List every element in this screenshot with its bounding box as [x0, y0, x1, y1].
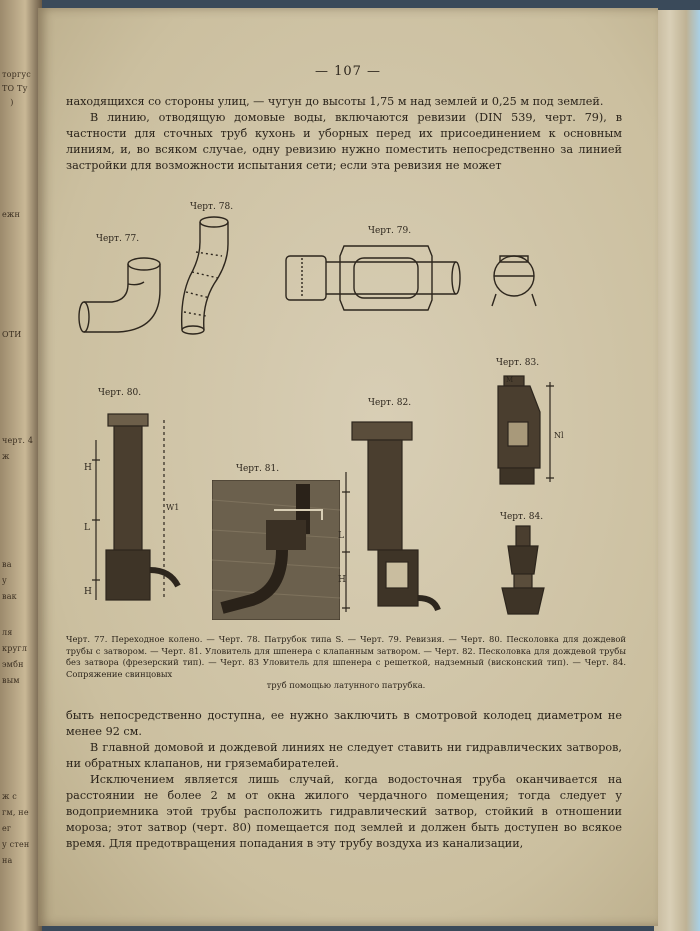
facing-page-fragment: вак — [2, 592, 17, 601]
facing-page-fragment: ег — [2, 824, 12, 833]
text-block-top — [66, 94, 622, 174]
figure-79-section — [486, 246, 546, 310]
caption-line: труб помощью латунного патрубка. — [266, 680, 426, 690]
figure-label: Черт. 80. — [98, 388, 142, 398]
dimension-mark: L — [338, 531, 344, 541]
facing-page-fragment: ТО Ту — [2, 84, 28, 93]
figure-77-elbow — [78, 244, 168, 344]
figure-label: Черт. 82. — [368, 398, 412, 408]
book-page — [38, 8, 658, 926]
facing-page-fragment: гм, не — [2, 808, 29, 817]
figure-78-s-pipe — [174, 212, 244, 342]
figure-84-lead-joint — [494, 524, 554, 624]
facing-page-fragment: эмбн — [2, 660, 24, 669]
paragraph: быть непосредственно доступна, ее нужно заключить в смотровой колодец диаметром не менее 92 см. — [66, 709, 622, 738]
paragraph: В линию, отводящую домовые воды, включаются ревизии (DIN 539, черт. 79), в частности для сточных труб кухонь и уборных перед их присоединением к основным линиям, и, во всяком случае, одну ревизию нужно поместить непосредственно за линией застройки для возможности испытания сети; если эта ревизия не может — [66, 111, 622, 172]
facing-page-fragment: черт. 4 — [2, 436, 34, 445]
dimension-mark: H — [84, 587, 92, 597]
facing-page-fragment: ОТИ — [2, 330, 22, 339]
page-number: — 107 — — [314, 64, 382, 79]
figure-caption — [66, 634, 626, 692]
figure-82-gully — [338, 412, 448, 622]
figure-label: Черт. 84. — [500, 512, 544, 522]
facing-page-fragment: на — [2, 856, 13, 865]
text-block-bottom — [66, 708, 622, 852]
facing-page-fragment: у стен — [2, 840, 30, 849]
figure-80-gully-trap — [78, 400, 188, 620]
figure-label: Черт. 81. — [236, 464, 280, 474]
dimension-mark: H — [338, 575, 346, 585]
dimension-mark: L — [84, 523, 90, 533]
facing-page-fragment: ля — [2, 628, 13, 637]
paragraph: В главной домовой и дождевой линиях не следует ставить ни гидравлических затворов, ни обратных клапанов, ни гряземабирателей. — [66, 741, 622, 770]
dimension-mark: W1 — [166, 503, 180, 512]
figure-label: Черт. 77. — [96, 234, 140, 244]
figure-label: Черт. 79. — [368, 226, 412, 236]
figure-label: Черт. 78. — [190, 202, 234, 212]
facing-page-fragment: вым — [2, 676, 20, 685]
figure-79-revision — [282, 238, 472, 318]
figure-label: Черт. 83. — [496, 358, 540, 368]
facing-page-fragment: торгус — [2, 70, 31, 79]
dimension-mark: H — [84, 463, 92, 473]
facing-page-fragment: ежн — [2, 210, 21, 219]
facing-page-fragment: кругл — [2, 644, 28, 653]
figure-81-interceptor — [212, 480, 340, 620]
caption-line: Черт. 77. Переходное колено. — Черт. 78. Патрубок типа S. — Черт. 79. Ревизия. — Черт. 80. Песколовка для дождевой трубы с затвором. — Черт. 81. Уловитель для шпенера с клапанным затвором. — Черт. 82. Песколовка для дождевой трубы без затвора (фрезерский тип). — Черт. 83 Уловитель для шпенера с решеткой, надземный (висконский тип). — Черт. 84. Сопряжение свинцовых — [66, 634, 626, 679]
facing-page-fragment: ж с — [2, 792, 17, 801]
figure-83-interceptor-grating — [484, 372, 580, 492]
page-stack-edge — [654, 10, 700, 931]
paragraph: Исключением является лишь случай, когда водосточная труба оканчивается на расстоянии не более 2 м от окна жилого чердачного помещения; тогда следует у водоприемника этой трубы расположить гидравлический затвор, стойкий в отношении мороза; этот затвор (черт. 80) помещается под землей и должен быть доступен во всякое время. Для предотвращения попадания в эту трубу воздуха из канализации, — [66, 773, 622, 850]
paragraph: находящихся со стороны улиц, — чугун до высоты 1,75 м над землей и 0,25 м под землей. — [66, 95, 604, 108]
facing-page-fragment: ва — [2, 560, 12, 569]
facing-page-fragment: ж — [2, 452, 10, 461]
facing-page-edge — [0, 0, 42, 931]
dimension-mark: M — [506, 376, 514, 384]
facing-page-fragment: у — [2, 576, 7, 585]
dimension-mark: Nl — [554, 431, 564, 440]
facing-page-fragment: ) — [2, 98, 14, 107]
